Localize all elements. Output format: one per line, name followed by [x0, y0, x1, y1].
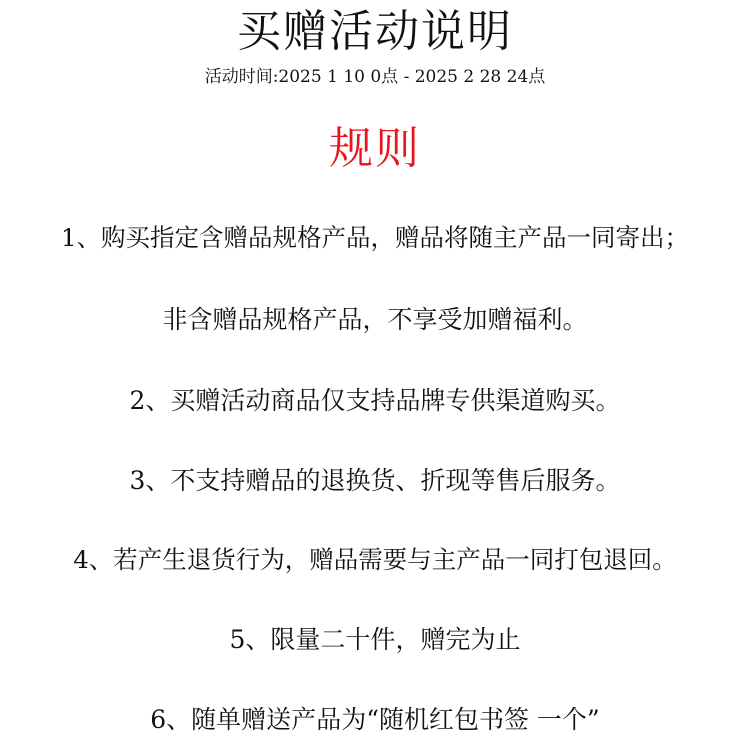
rule-line: 3、不支持赠品的退换货、折现等售后服务。 — [129, 466, 621, 495]
rules-heading: 规则 — [329, 123, 421, 174]
rule-line: 1、购买指定含赠品规格产品，赠品将随主产品一同寄出； — [60, 223, 690, 252]
rule-line: 6、随单赠送产品为“随机红包书签 一个” — [150, 705, 600, 734]
rule-line: 4、若产生退货行为，赠品需要与主产品一同打包退回。 — [73, 545, 677, 574]
activity-period: 活动时间:2025 1 10 0点 - 2025 2 28 24点 — [204, 67, 546, 87]
rule-line: 2、买赠活动商品仅支持品牌专供渠道购买。 — [129, 386, 621, 415]
page-title: 买赠活动说明 — [237, 6, 513, 57]
rule-line: 非含赠品规格产品，不享受加赠福利。 — [162, 305, 588, 334]
rule-line: 5、限量二十件，赠完为止 — [229, 625, 521, 654]
